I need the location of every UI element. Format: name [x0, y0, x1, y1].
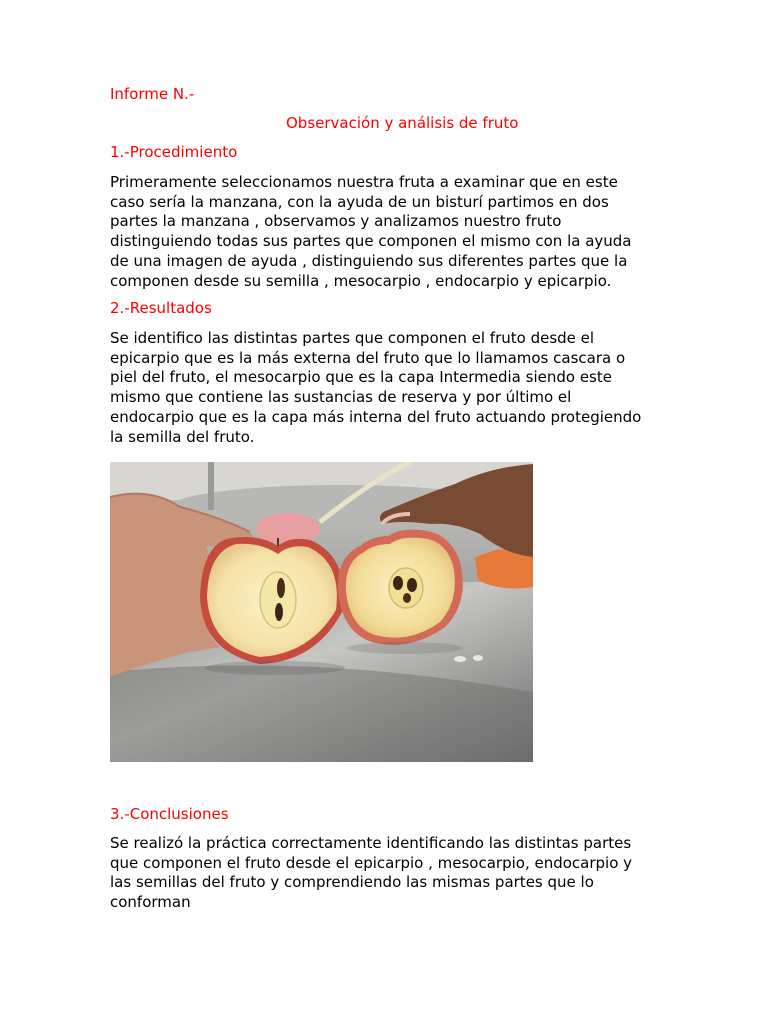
results-line: epicarpio que es la más externa del fruto que lo llamamos cascara o: [110, 348, 626, 367]
procedure-line: Primeramente seleccionamos nuestra fruta a examinar que en este: [110, 173, 618, 191]
apple-photo-illustration: [110, 462, 533, 762]
conclusions-heading: 3.-Conclusiones: [110, 805, 229, 823]
procedure-line: de una imagen de ayuda , distinguiendo sus diferentes partes que la: [110, 251, 628, 270]
conclusions-paragraph: [110, 834, 670, 913]
procedure-line: distinguiendo todas sus partes que componen el mismo con la ayuda: [110, 232, 632, 251]
report-number-label: Informe N.-: [110, 85, 195, 103]
conclusions-line: que componen el fruto desde el epicarpio , mesocarpio, endocarpio y: [110, 853, 633, 872]
conclusions-line: conforman: [110, 893, 191, 912]
procedure-line: componen desde su semilla , mesocarpio , endocarpio y epicarpio.: [110, 271, 612, 290]
results-line: la semilla del fruto.: [110, 427, 255, 446]
apple-halves-photo: [110, 462, 533, 762]
procedure-line: caso sería la manzana, con la ayuda de un bisturí partimos en dos: [110, 192, 609, 211]
results-line: Se identifico las distintas partes que componen el fruto desde el: [110, 329, 595, 347]
conclusions-line: las semillas del fruto y comprendiendo las mismas partes que lo: [110, 873, 594, 892]
results-paragraph: [110, 329, 670, 447]
procedure-paragraph: [110, 173, 670, 291]
results-line: piel del fruto, el mesocarpio que es la capa Intermedia siendo este: [110, 368, 612, 387]
procedure-line: partes la manzana , observamos y analizamos nuestro fruto: [110, 212, 562, 231]
document-title: Observación y análisis de fruto: [286, 114, 519, 132]
conclusions-line: Se realizó la práctica correctamente identificando las distintas partes: [110, 834, 632, 852]
results-heading: 2.-Resultados: [110, 299, 212, 317]
results-line: endocarpio que es la capa más interna del fruto actuando protegiendo: [110, 407, 642, 426]
results-line: mismo que contiene las sustancias de reserva y por último el: [110, 388, 572, 407]
procedure-heading: 1.-Procedimiento: [110, 143, 238, 161]
